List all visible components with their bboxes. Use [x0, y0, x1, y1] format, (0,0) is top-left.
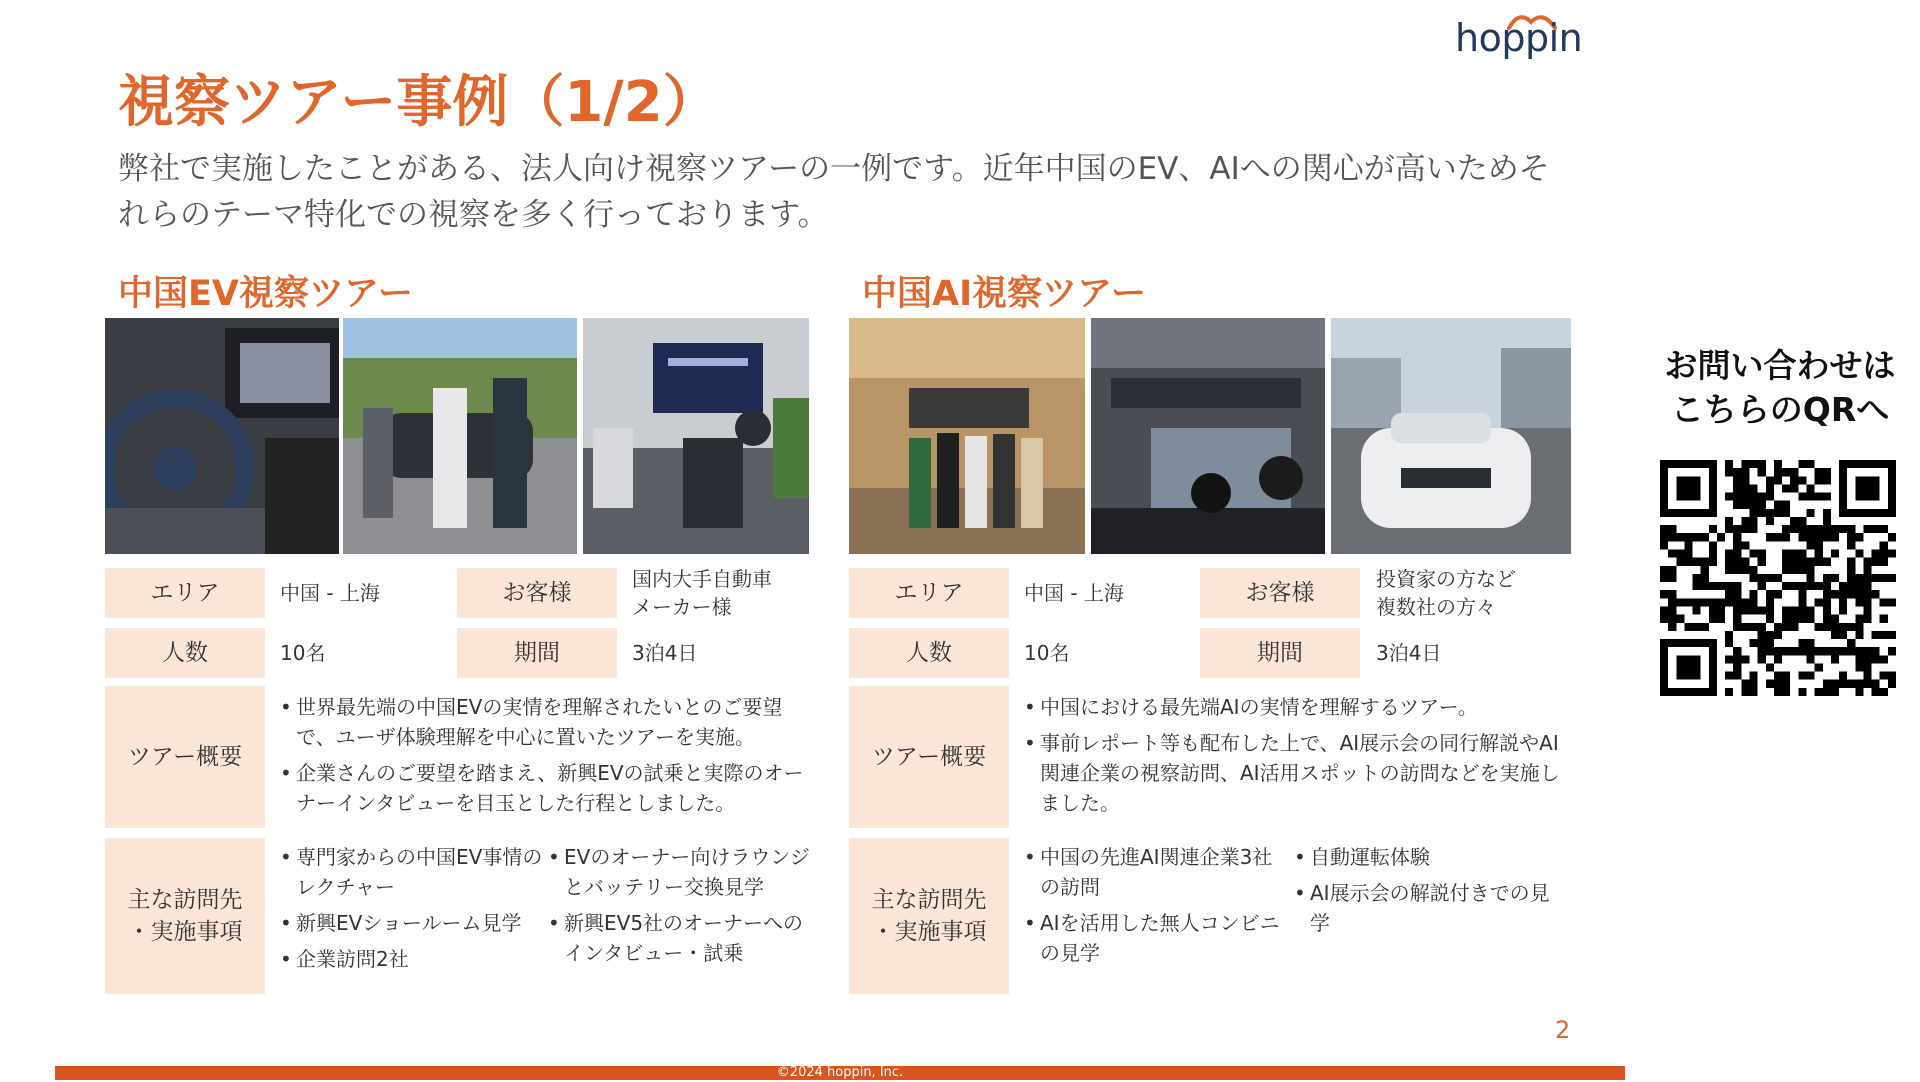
hoppin-logo: [1455, 12, 1585, 62]
page-title: 視察ツアー事例（1/2）: [118, 70, 719, 135]
ev-area-label: エリア: [105, 568, 265, 618]
ai-period-label: 期間: [1200, 628, 1360, 678]
ai-area-value: 中国 - 上海: [1024, 581, 1124, 605]
ai-photo-group: [849, 318, 1085, 554]
ev-client-label: お客様: [457, 568, 617, 618]
ai-photo-robotaxi: [1331, 318, 1571, 554]
list-item: • 新興EVショールーム見学: [278, 908, 543, 938]
ai-visits-list-right: [1292, 842, 1562, 944]
ai-photo-expo: [1091, 318, 1325, 554]
ev-photo-car-interior: [105, 318, 339, 554]
list-item: • EVのオーナー向けラウンジとバッテリー交換見学: [546, 842, 816, 902]
ev-visits-label: 主な訪問先 ・実施事項: [105, 838, 265, 994]
list-item: • 中国の先進AI関連企業3社の訪問: [1022, 842, 1290, 902]
list-item: • 企業訪問2社: [278, 944, 543, 974]
ev-period-value: 3泊4日: [632, 641, 698, 665]
ai-visits-label: 主な訪問先 ・実施事項: [849, 838, 1009, 994]
ai-people-label: 人数: [849, 628, 1009, 678]
footer-copyright: ©2024 hoppin, Inc.: [776, 1065, 904, 1080]
page-number: 2: [1555, 1016, 1571, 1044]
ev-tour-title: 中国EV視察ツアー: [118, 274, 413, 314]
list-item: • AIを活用した無人コンビニの見学: [1022, 908, 1290, 968]
ev-people-label: 人数: [105, 628, 265, 678]
ai-client-label: お客様: [1200, 568, 1360, 618]
ev-client-value: 国内大手自動車 メーカー様: [632, 567, 772, 619]
ai-tour-title: 中国AI視察ツアー: [862, 274, 1147, 314]
ai-client-value: 投資家の方など 複数社の方々: [1376, 567, 1516, 619]
ev-visits-list-right: [546, 842, 816, 974]
ai-people-value: 10名: [1024, 641, 1070, 665]
ev-area-value: 中国 - 上海: [280, 581, 380, 605]
list-item: • 企業さんのご要望を踏まえ、新興EVの試乗と実際のオーナーインタビューを目玉とした行程としました。: [278, 758, 818, 818]
list-item: • 中国における最先端AIの実情を理解するツアー。: [1022, 692, 1562, 722]
ev-visits-list-left: [278, 842, 543, 980]
ev-summary-label: ツアー概要: [105, 686, 265, 828]
contact-text: お問い合わせは こちらのQRへ: [1664, 346, 1896, 429]
ai-summary-list: [1022, 692, 1562, 824]
footer-bar: [55, 1066, 1625, 1080]
qr-code-icon[interactable]: [1660, 460, 1896, 696]
ev-period-label: 期間: [457, 628, 617, 678]
list-item: • 世界最先端の中国EVの実情を理解されたいとのご要望で、ユーザ体験理解を中心に置いたツアーを実施。: [278, 692, 818, 752]
ev-summary-list: [278, 692, 818, 824]
ev-photo-car-outside: [343, 318, 577, 554]
list-item: • 自動運転体験: [1292, 842, 1562, 872]
ai-period-value: 3泊4日: [1376, 641, 1442, 665]
list-item: • 専門家からの中国EV事情のレクチャー: [278, 842, 543, 902]
list-item: • 新興EV5社のオーナーへのインタビュー・試乗: [546, 908, 816, 968]
ev-photo-meeting-room: [583, 318, 809, 554]
ev-people-value: 10名: [280, 641, 326, 665]
intro-text: 弊社で実施したことがある、法人向け視察ツアーの一例です。近年中国のEV、AIへの関心が高いためそれらのテーマ特化での視察を多く行っております。: [118, 151, 1550, 233]
ai-area-label: エリア: [849, 568, 1009, 618]
ai-visits-list-left: [1022, 842, 1290, 974]
list-item: • 事前レポート等も配布した上で、AI展示会の同行解説やAI関連企業の視察訪問、AI活用スポットの訪問などを実施しました。: [1022, 728, 1562, 818]
list-item: • AI展示会の解説付きでの見学: [1292, 878, 1562, 938]
ai-summary-label: ツアー概要: [849, 686, 1009, 828]
logo-text: hoppin: [1455, 16, 1583, 60]
